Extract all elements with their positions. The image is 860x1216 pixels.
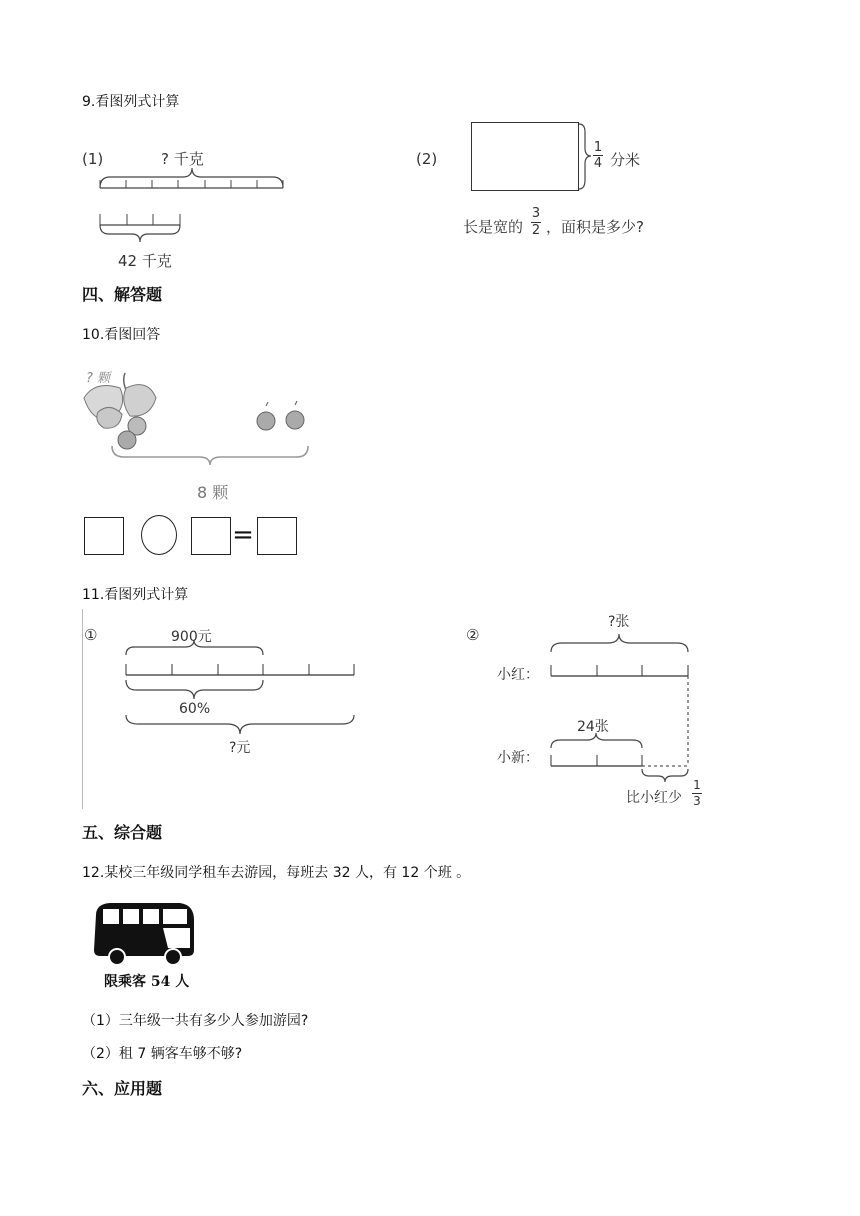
section-6-heading: 六、应用题: [82, 1079, 163, 1098]
q11-part2-top-label: ?张: [608, 614, 630, 630]
q9-part1-bottom-label: 42 千克: [118, 252, 172, 270]
q11-less-fraction-denominator: 3: [693, 794, 701, 808]
q11-part2-number: ②: [466, 626, 480, 644]
q9-part1-number: (1): [82, 150, 104, 168]
q9-side-fraction-denominator: 4: [593, 156, 603, 171]
q9-side-unit: 分米: [610, 151, 641, 169]
q9-title: 9.看图列式计算: [82, 94, 180, 110]
q11-part1-top-label: 900元: [171, 629, 212, 645]
q11-title: 11.看图列式计算: [82, 587, 189, 603]
q10-unknown-label: ? 颗: [86, 371, 111, 386]
q12-bus-caption: 限乘客 54 人: [104, 974, 190, 990]
q12-title: 12.某校三年级同学租车去游园，每班去 32 人，有 12 个班 。: [82, 865, 471, 881]
q11-less-fraction-numerator: 1: [693, 778, 701, 792]
section-5-heading: 五、综合题: [82, 823, 163, 842]
q11-row-xiaoxin-label: 小新：: [497, 750, 539, 766]
q11-part1-percent-label: 60%: [179, 701, 211, 717]
q12-subquestion-1: （1）三年级一共有多少人参加游园?: [82, 1013, 309, 1029]
q9-part2-fraction-denominator: 2: [531, 223, 541, 238]
q11-part1-number: ①: [84, 626, 98, 644]
q10-title: 10.看图回答: [82, 327, 161, 343]
q11-less-text: 比小红少: [626, 790, 682, 806]
q9-side-fraction-numerator: 1: [593, 140, 603, 155]
q9-part1-top-label: ? 千克: [161, 150, 204, 168]
q10-total-label: 8 颗: [197, 483, 229, 502]
q11-part1-bottom-label: ?元: [229, 740, 251, 756]
q9-part2-text-after: ，面积是多少?: [546, 218, 644, 236]
q9-part2-text-before: 长是宽的: [463, 218, 524, 236]
section-4-heading: 四、解答题: [82, 285, 163, 304]
q9-part2-fraction-numerator: 3: [531, 206, 541, 221]
q11-part2-24-label: 24张: [577, 719, 609, 735]
q12-subquestion-2: （2）租 7 辆客车够不够?: [82, 1046, 243, 1062]
q11-row-xiaohong-label: 小红：: [497, 667, 539, 683]
q10-equals-sign: =: [232, 520, 254, 550]
q9-part2-number: (2): [416, 150, 438, 168]
